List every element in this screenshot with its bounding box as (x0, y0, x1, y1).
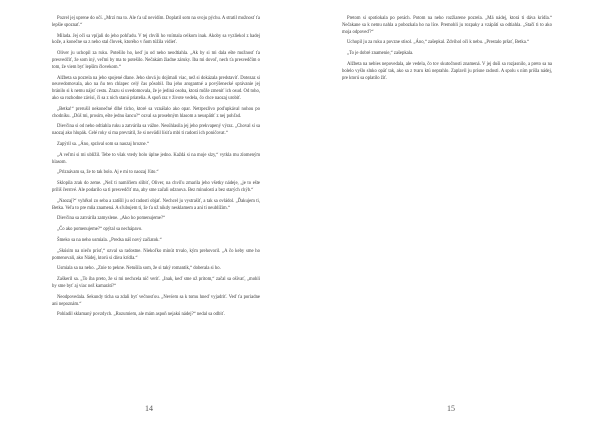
paragraph: Pretom si spotiokala po perách. Potom na neho rozžiarene pozrela. „Má nádej, ktorá ti dáva krídla.“ Nečakane sa k nemu nahla a pobozkala ho na líce. Premohli ju rozpaky a vzápätí sa odtiahla. „Stačí ti to ako moja odpoveď?“ (342, 16, 552, 35)
right-page (300, 0, 600, 424)
paragraph: „A veľmi si mi ublížil. Tebe to však vtedy bolo úplne jedno. Každá si na moje slzy,“ vytkla mu zlomeným hlasom. (52, 152, 260, 165)
paragraph: „Čo ako pomenujeme?“ opýtal sa nechápavo. (57, 227, 143, 233)
right-page-text (342, 16, 552, 86)
paragraph: „Betka!“ prerušil nekonečné dlhé ticho, ktoré sa vznášalo ako opar. Netrpezlivo poďupkával nohou po chodníku. „Dúš mi, prosím, ešte jednu šancu?“ ozval sa prosebným hlasom a neuspätiť z nej pohľad. (52, 106, 260, 119)
paragraph: „Priznávam sa, že to tak bolo. Aj e mi to naozaj ľúto.“ (57, 170, 159, 176)
paragraph: Uchopil ju za ruku a povzne stisol. „Áno,“ zašepkal. Zdvihol oči k nebu. „Prestalo pršať, Betka.“ (347, 40, 530, 46)
paragraph: Alžbeta sa pozrela na jeho spojené dlane. Jeho slová ju dojímali viac, než si dokázala predstaviť. Dotezaz si neuvedomovala, ako na ňu ten chlapec celý čas pôsobil. Iba jeho arogantné a povýšenecké správanie jej bránilo si k nemu nájsť cestu. Zrazu si uvedomovala, že je jediná osoba, ktorá môže zmeniť ich osud. Od toho, ako sa rozhodne závisí, či sa z nich stanú priatelia. A spoň raz v živote vedela, čo chce naozaj urobiť. (52, 75, 260, 101)
paragraph: Sklopila zrak do zeme. „Než ti namlčiem slíbiť, Oliver, na chvíľu zmarila jeho všetky nádeje, „je to ešte príliš čerstvé. Ale podarilo sa ti presvedčiť ma, aby sme začali odznova. Bez minulosti a bez starých chýb.“ (52, 181, 260, 193)
paragraph: „Naozaj?“ vyhŕkol zo seba a zatíšil ju od radosti objať. Nechcel ju vystrašiť, a tak sa ovládol. „Ďakujem ti, Betka. Veľa to pre mňa znamená. A sľubujem ti, že ťa už nikdy nesklamem a ani ti neublížim.“ (52, 198, 260, 211)
paragraph: Zapýril sa. „Áno, správal som sa naozaj hrozne.“ (57, 141, 149, 147)
paragraph: Dievčina si od neho odtiahla ruku a zatvárila sa vážne. Nesúhlasila jej jeho prekvapený výraz. „Choval si sa naozaj ako hlupák. Celé roky si ma prevrátil, že si nevädil lísiťa mbi ti radosti ich poničovat.“ (52, 124, 260, 137)
paragraph: „Skúsim na niečo prísť,“ ozval sa radostne. Niekoľko minút trvalo, kým prehovoril. „A čo keby sme ho pomenovali, ako Nádej, ktorú si dáva krídla.“ (52, 248, 260, 261)
paragraph: Usmiala sa na neho. „Znie to pekne. Netušila som, že si taký romantik,“ doberala si ho. (57, 266, 221, 272)
paragraph: Neodpovedala. Sekundy ticha sa zdali byť večnosťou. „Nevíem sa k tomu hneď vyjadriť. Veď ťa poriadne ani nepoznám.“ (52, 294, 260, 307)
page-number: 15 (447, 404, 455, 413)
page-number: 14 (145, 404, 153, 413)
paragraph: Pohladil sklamaný povzdych. „Rozumiem, ale mám aspoň nejakú nádej?“ nedal sa odbiť. (57, 312, 225, 318)
paragraph: Šmeko sa na neho usmiala. „Predsa náš nový začiatok.“ (57, 237, 162, 243)
paragraph: Dievčina sa zatvárila zamyslene. „Ako ho pomenujeme?“ (57, 216, 166, 222)
paragraph: Alžbeta na nebies nepovedala, ale vedela, čo tov skutočnosti znamená. V jej duši sa rozjasnilo, a preto sa na bolelo vyšlo slnko opäť tak, ako sa z tvaru ktú neprahlo. Zaplavil ju prísne radosti. A spolu s ním prišla nádej, pre ktorú sa oplatilo žiť. (342, 61, 552, 81)
paragraph: Oliver ju uchopil za ruku. Potešilo ho, keď ju od neho neodtiahla. „Ak by si mi dala ešte možnosť ťa presvedčiť, že som iný, veľmi by ma to potešilo. Nečakám žiadne záruky. Iba mi dovoľ, nech ťa presvedčím o tom, že viem byť lepším človekom.“ (52, 51, 260, 70)
paragraph: „To je dobré znamenie,“ zašepkala. (347, 51, 414, 57)
paragraph: Zaškeril sa. „To iba preto, že si mi nechcela nič veriť. „Inak, keď sme už pritom,“ začal sa ošívať, „mohli by sme byť aj viac než kamaráti?“ (52, 277, 260, 289)
paragraph: Milada. Jej oči sa vpíjali do jeho pohľadu. V tej chvíli ho vnímala celkom inak. Akoby sa vyzliekol z hadej kože, a konečne sa z neho stal človek, ktorého v ňom túžila vidieť. (52, 33, 260, 46)
left-page-text (52, 16, 260, 323)
paragraph: Pozrel jej uprene do očí. „Mrzí ma to. Ale ťa už nevidím. Doplatil som na svoju pýchu. A stratil možnosť ťa lepšie spoznať.“ (52, 16, 260, 28)
